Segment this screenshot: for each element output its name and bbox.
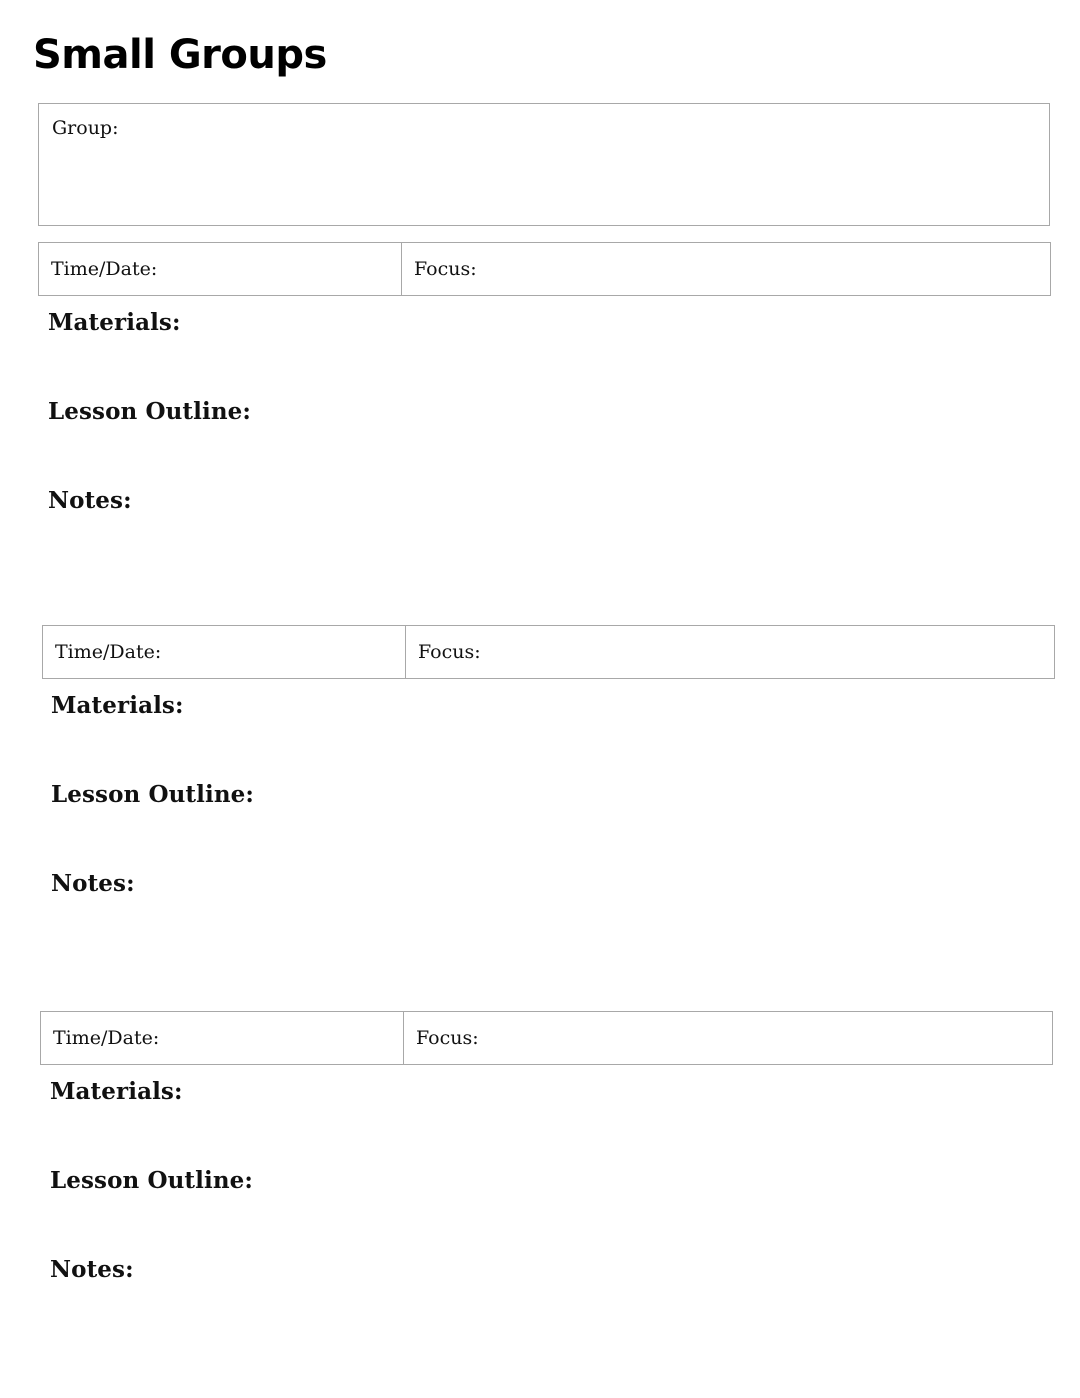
session-2-focus-field[interactable] [406, 626, 1054, 678]
session-1-lesson-outline-label: Lesson Outline: [48, 398, 251, 425]
session-2-time-date-field[interactable] [43, 626, 406, 678]
session-2-materials-label: Materials: [51, 692, 184, 719]
time-date-label: Time/Date: [51, 258, 158, 280]
group-label: Group: [52, 117, 119, 139]
session-1-time-date-field[interactable] [39, 243, 402, 295]
session-2-info-row [42, 625, 1055, 679]
session-2-lesson-outline-label: Lesson Outline: [51, 781, 254, 808]
session-3-lesson-outline-label: Lesson Outline: [50, 1167, 253, 1194]
time-date-label: Time/Date: [55, 641, 162, 663]
focus-label: Focus: [418, 641, 481, 663]
session-1-notes-label: Notes: [48, 487, 132, 514]
focus-label: Focus: [414, 258, 477, 280]
time-date-label: Time/Date: [53, 1027, 160, 1049]
session-1-materials-label: Materials: [48, 309, 181, 336]
group-field[interactable] [38, 103, 1050, 226]
page-title: Small Groups [33, 32, 327, 78]
session-3-notes-label: Notes: [50, 1256, 134, 1283]
session-3-time-date-field[interactable] [41, 1012, 404, 1064]
session-1-focus-field[interactable] [402, 243, 1050, 295]
session-2-notes-label: Notes: [51, 870, 135, 897]
session-3-focus-field[interactable] [404, 1012, 1052, 1064]
focus-label: Focus: [416, 1027, 479, 1049]
session-3-materials-label: Materials: [50, 1078, 183, 1105]
session-1-info-row [38, 242, 1051, 296]
session-3-info-row [40, 1011, 1053, 1065]
